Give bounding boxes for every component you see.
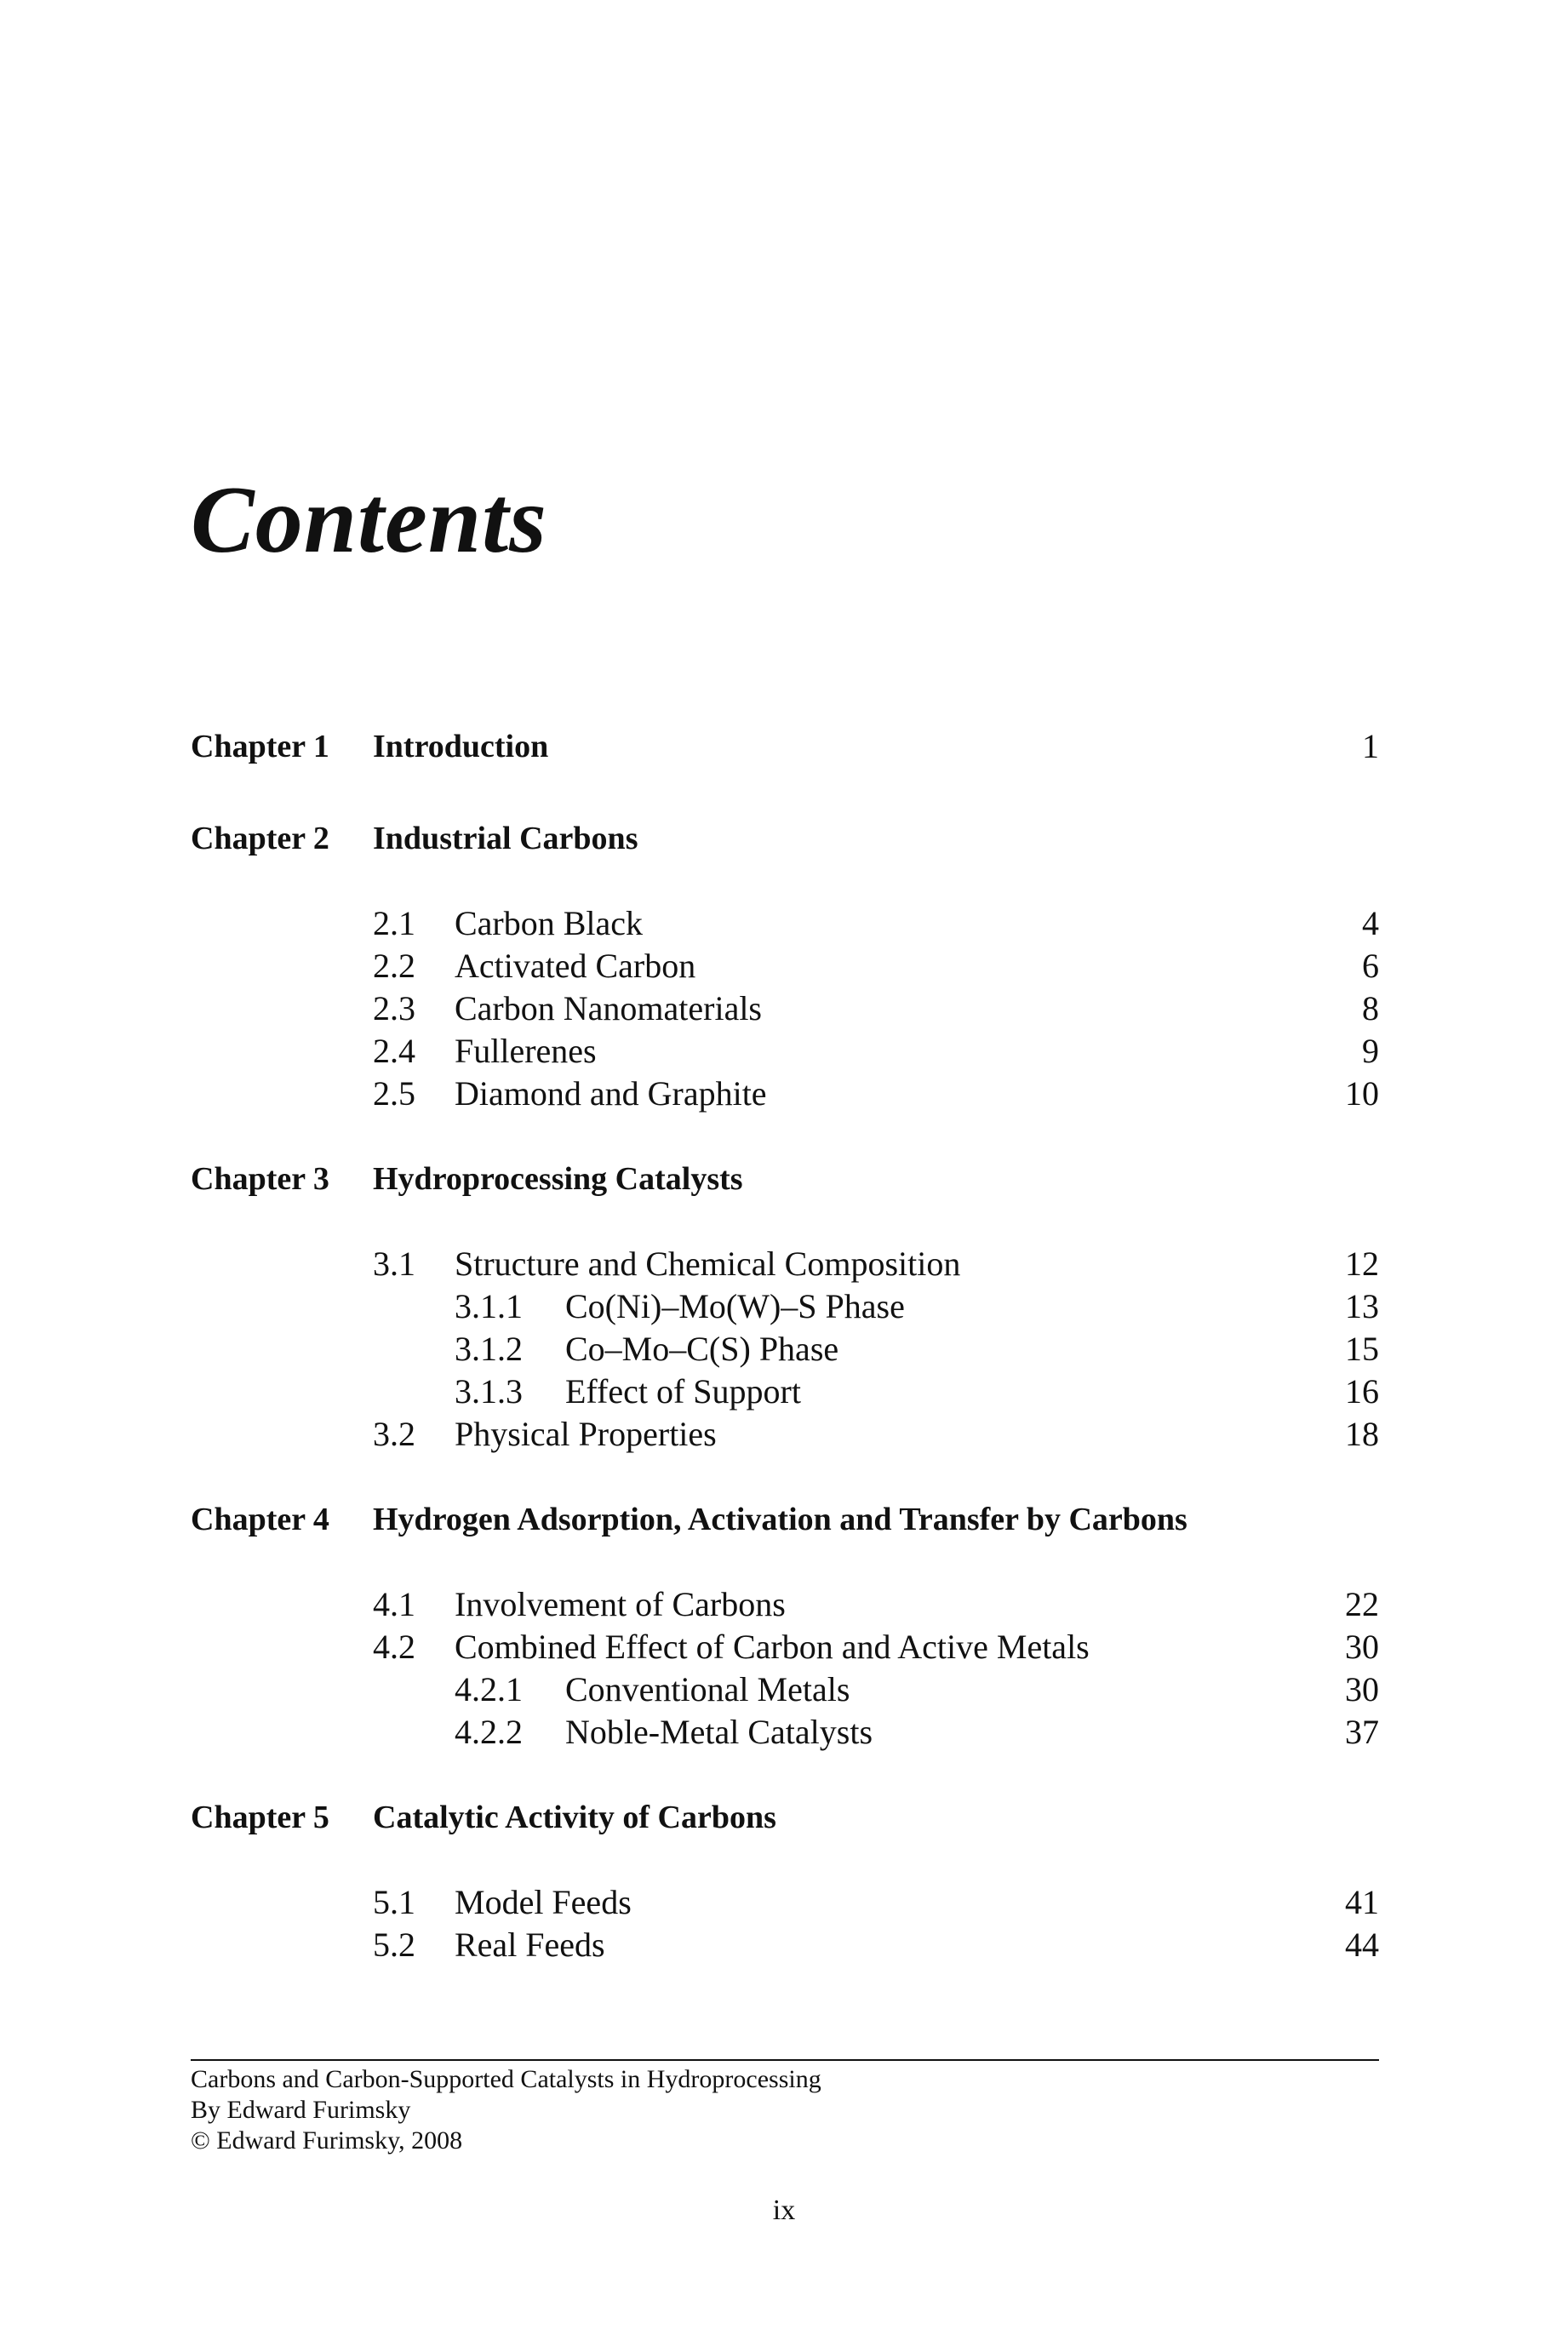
section-title: Structure and Chemical Composition <box>455 1245 961 1283</box>
toc-entry-2-1[interactable] <box>191 902 1379 945</box>
section-number: 5.1 <box>373 1883 415 1921</box>
toc-entry-4-2-1[interactable] <box>191 1668 1379 1711</box>
section-number: 4.1 <box>373 1585 415 1623</box>
subsection-number: 4.2.1 <box>455 1670 523 1708</box>
section-number: 2.1 <box>373 904 415 942</box>
toc-entry-5-1[interactable] <box>191 1881 1379 1924</box>
section-page-number: 13 <box>1345 1287 1379 1325</box>
section-number: 2.4 <box>373 1032 415 1070</box>
chapter-title: Hydrogen Adsorption, Activation and Transfer by Carbons <box>373 1502 1187 1537</box>
toc-entry-2-5[interactable] <box>191 1073 1379 1115</box>
toc-entry-2-2[interactable] <box>191 945 1379 987</box>
section-number: 4.2 <box>373 1628 415 1666</box>
toc-entry-3-1-2[interactable] <box>191 1328 1379 1371</box>
section-title: Fullerenes <box>455 1032 597 1070</box>
footer-note <box>191 2064 821 2156</box>
section-page-number: 30 <box>1345 1670 1379 1708</box>
section-page-number: 15 <box>1345 1330 1379 1368</box>
chapter-label: Chapter 1 <box>191 729 329 764</box>
subsection-number: 4.2.2 <box>455 1713 523 1751</box>
chapter-label: Chapter 3 <box>191 1161 329 1197</box>
section-title: Combined Effect of Carbon and Active Metals <box>455 1628 1090 1666</box>
section-page-number: 44 <box>1345 1926 1379 1964</box>
toc-entry-4-2[interactable] <box>191 1626 1379 1668</box>
section-page-number: 22 <box>1345 1585 1379 1623</box>
section-number: 5.2 <box>373 1926 415 1964</box>
section-title: Carbon Nanomaterials <box>455 989 762 1027</box>
toc-entry-3-1-1[interactable] <box>191 1285 1379 1328</box>
subsection-title: Noble-Metal Catalysts <box>565 1713 873 1751</box>
section-page-number: 6 <box>1362 947 1379 985</box>
section-page-number: 8 <box>1362 989 1379 1027</box>
chapter-label: Chapter 4 <box>191 1502 329 1537</box>
chapter-title: Introduction <box>373 729 549 764</box>
toc-entry-3-2[interactable] <box>191 1413 1379 1456</box>
subsection-title: Effect of Support <box>565 1372 801 1411</box>
section-number: 3.2 <box>373 1415 415 1453</box>
chapter-1-heading[interactable] <box>191 725 1379 768</box>
footer-copyright: © Edward Furimsky, 2008 <box>191 2126 463 2155</box>
footer-divider <box>191 2059 1379 2061</box>
subsection-title: Co(Ni)–Mo(W)–S Phase <box>565 1287 905 1325</box>
section-title: Model Feeds <box>455 1883 632 1921</box>
chapter-title: Hydroprocessing Catalysts <box>373 1161 743 1197</box>
section-page-number: 18 <box>1345 1415 1379 1453</box>
subsection-number: 3.1.3 <box>455 1372 523 1411</box>
toc-entry-5-2[interactable] <box>191 1924 1379 1966</box>
chapter-5-heading[interactable] <box>191 1796 1379 1839</box>
toc-entry-3-1[interactable] <box>191 1243 1379 1285</box>
section-page-number: 41 <box>1345 1883 1379 1921</box>
chapter-4-heading[interactable] <box>191 1498 1379 1541</box>
section-number: 2.5 <box>373 1074 415 1113</box>
section-title: Carbon Black <box>455 904 644 942</box>
section-page-number: 10 <box>1345 1074 1379 1113</box>
chapter-2-heading[interactable] <box>191 817 1379 860</box>
section-page-number: 37 <box>1345 1713 1379 1751</box>
page-title: Contents <box>191 467 547 573</box>
toc-entry-2-4[interactable] <box>191 1030 1379 1073</box>
section-title: Real Feeds <box>455 1926 605 1964</box>
footer-author: By Edward Furimsky <box>191 2096 411 2124</box>
section-page-number: 4 <box>1362 904 1379 942</box>
section-title: Diamond and Graphite <box>455 1074 767 1113</box>
footer-book-title: Carbons and Carbon-Supported Catalysts in Hydroprocessing <box>191 2065 821 2093</box>
subsection-number: 3.1.2 <box>455 1330 523 1368</box>
section-page-number: 30 <box>1345 1628 1379 1666</box>
subsection-title: Co–Mo–C(S) Phase <box>565 1330 839 1368</box>
section-page-number: 16 <box>1345 1372 1379 1411</box>
toc-entry-4-1[interactable] <box>191 1583 1379 1626</box>
page-number: ix <box>772 2195 796 2226</box>
subsection-title: Conventional Metals <box>565 1670 850 1708</box>
section-title: Physical Properties <box>455 1415 717 1453</box>
section-title: Activated Carbon <box>455 947 696 985</box>
section-page-number: 9 <box>1362 1032 1379 1070</box>
chapter-title: Catalytic Activity of Carbons <box>373 1800 776 1835</box>
section-page-number: 12 <box>1345 1245 1379 1283</box>
section-number: 2.3 <box>373 989 415 1027</box>
table-of-contents <box>191 725 1379 1966</box>
chapter-label: Chapter 5 <box>191 1800 329 1835</box>
toc-entry-3-1-3[interactable] <box>191 1371 1379 1413</box>
subsection-number: 3.1.1 <box>455 1287 523 1325</box>
toc-entry-4-2-2[interactable] <box>191 1711 1379 1754</box>
chapter-title: Industrial Carbons <box>373 821 638 856</box>
section-title: Involvement of Carbons <box>455 1585 786 1623</box>
chapter-page-number: 1 <box>1362 727 1379 765</box>
section-number: 3.1 <box>373 1245 415 1283</box>
chapter-3-heading[interactable] <box>191 1158 1379 1200</box>
toc-entry-2-3[interactable] <box>191 987 1379 1030</box>
section-number: 2.2 <box>373 947 415 985</box>
chapter-label: Chapter 2 <box>191 821 329 856</box>
